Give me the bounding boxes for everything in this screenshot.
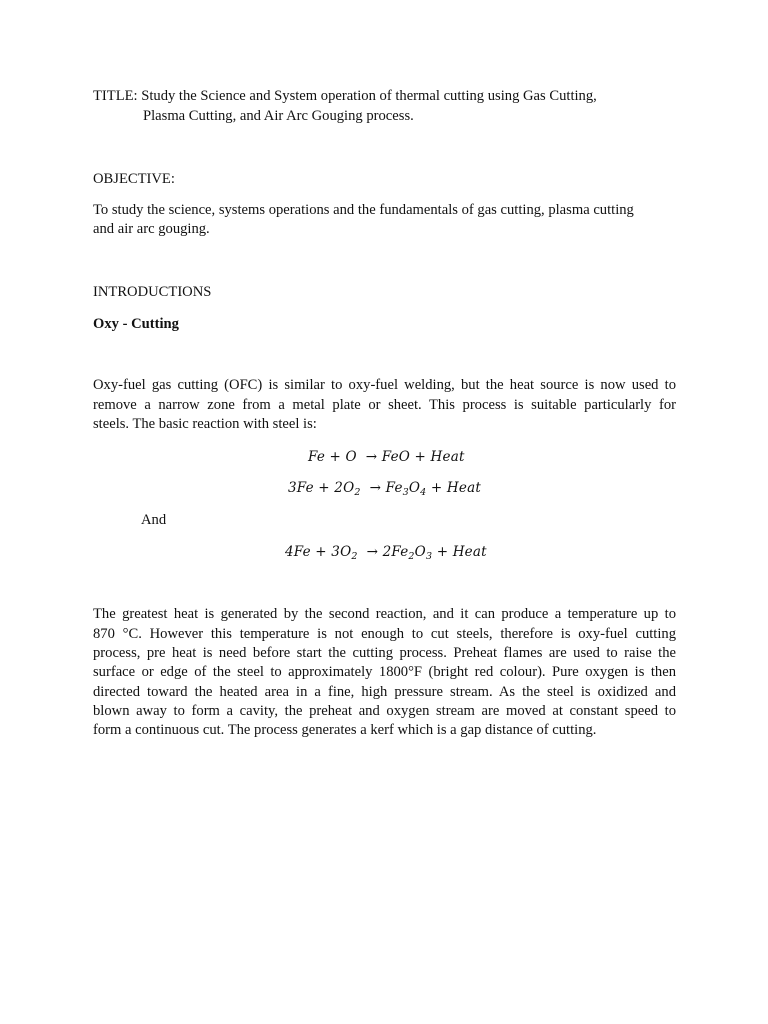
eq3-product-o: O — [414, 544, 426, 560]
paragraph2-line-3: process, pre heat is need before start the cutting process. Preheat flames are used to raise the — [93, 645, 676, 661]
eq2-arrow: → — [369, 480, 382, 496]
eq2-reactants-sub: 2 — [354, 487, 361, 498]
paragraph1-line-2: remove a narrow zone from a metal plate or sheet. This process is suitable particularly for — [93, 397, 676, 413]
eq3-arrow: → — [366, 544, 379, 560]
paragraph2-line-6: blown away to form a cavity, the preheat and oxygen stream are moved at constant speed to — [93, 703, 676, 719]
eq3-product-fe-sub: 2 — [408, 551, 415, 562]
paragraph1-line-3: steels. The basic reaction with steel is: — [93, 416, 317, 432]
eq2-product-fe: Fe — [385, 480, 403, 496]
eq2-reactants: 3Fe + 2O — [288, 480, 355, 496]
equation-3 — [285, 544, 487, 560]
eq1-lhs: Fe + O — [308, 449, 357, 465]
objective-line-2: and air arc gouging. — [93, 221, 210, 237]
paragraph2-line-7: form a continuous cut. The process generates a kerf which is a gap distance of cutting. — [93, 722, 597, 738]
equation-1 — [308, 449, 465, 465]
title-line-1: TITLE: Study the Science and System operation of thermal cutting using Gas Cutting, — [93, 88, 597, 104]
paragraph2-line-1: The greatest heat is generated by the second reaction, and it can produce a temperature up to — [93, 606, 676, 622]
eq3-heat: + Heat — [436, 544, 487, 560]
eq3-product-o-sub: 3 — [425, 551, 433, 562]
objective-heading: OBJECTIVE: — [93, 171, 175, 187]
eq2-product-o: O — [408, 480, 421, 496]
and-label: And — [141, 512, 167, 528]
oxy-cutting-subheading: Oxy - Cutting — [93, 316, 179, 332]
paragraph2-line-4: surface or edge of the steel to approximately 1800°F (bright red colour). Pure oxygen is then — [93, 664, 676, 680]
title-line-2: Plasma Cutting, and Air Arc Gouging process. — [143, 108, 414, 124]
eq3-product-fe: 2Fe — [382, 544, 409, 560]
eq2-heat: + Heat — [430, 480, 481, 496]
eq3-reactants: 4Fe + 3O — [285, 544, 352, 560]
eq2-product-o-sub: 4 — [420, 487, 427, 498]
objective-line-1: To study the science, systems operations and the fundamentals of gas cutting, plasma cutting — [93, 202, 634, 218]
equation-2 — [288, 480, 481, 496]
introductions-heading: INTRODUCTIONS — [93, 284, 212, 300]
eq3-reactants-sub: 2 — [351, 551, 358, 562]
eq1-arrow: → — [365, 449, 378, 465]
paragraph2-line-2: 870 °C. However this temperature is not enough to cut steels, therefore is oxy-fuel cutting — [93, 626, 676, 642]
eq1-rhs: FeO + Heat — [381, 449, 465, 465]
paragraph2-line-5: directed toward the heated area in a fine, high pressure stream. As the steel is oxidized and — [93, 684, 676, 700]
paragraph1-line-1: Oxy-fuel gas cutting (OFC) is similar to oxy-fuel welding, but the heat source is now used to — [93, 377, 676, 393]
eq2-product-fe-sub: 3 — [402, 487, 409, 498]
